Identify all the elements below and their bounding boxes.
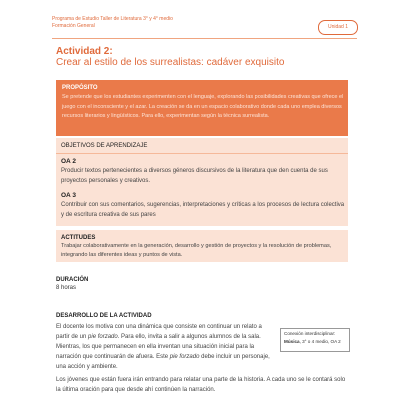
development-emphasis: pie forzado [169, 354, 200, 360]
development-paragraph: Los jóvenes que están fuera irán entrando para relatar una parte de la historia. A cada uno se le contará solo la última oración para que desde ahí continúen la narración. [56, 377, 346, 393]
objectives-section [56, 138, 348, 226]
objectives-heading: OBJETIVOS DE APRENDIZAJE [61, 143, 148, 149]
program-title: Programa de Estudio Taller de Literatura 3° y 4° medio [52, 16, 173, 22]
objective-code: OA 2 [61, 158, 76, 165]
duration-heading: DURACIÓN [56, 277, 89, 283]
page-header [0, 0, 400, 40]
unit-badge: Unidad 1 [318, 20, 358, 35]
objective-text: Producir textos pertenecientes a diversos géneros discursivos de la literatura que den cuenta de sus proyectos personales y creativos. [61, 168, 328, 184]
connection-detail: , 3° o 4 medio, OA 2 [299, 339, 341, 344]
development-text: El docente los motiva con una dinámica que consiste en continuar un relato a partir de un [56, 324, 262, 340]
objective-code: OA 3 [61, 192, 76, 199]
development-text: debe incluir un personaje, una acción y ambiente. [56, 354, 270, 370]
purpose-section [56, 80, 348, 136]
attitudes-section [56, 230, 348, 262]
development-paragraph [56, 322, 274, 372]
connection-subject: Música [284, 339, 300, 344]
activity-subtitle: Crear al estilo de los surrealistas: cadáver exquisito [56, 57, 285, 68]
connection-label: Conexión interdisciplinar: [284, 331, 336, 336]
purpose-heading: PROPÓSITO [62, 85, 98, 91]
purpose-text: Se pretende que los estudiantes experimenten con el lenguaje, explorando las posibilidades creativas que ofrece el juego con el inconsciente y el azar. La creación se da en un espacio colaborativo donde cada uno emplea diversos recursos literarios y lingüísticos. Para ello, experimentan según la técnica surrealista. [62, 94, 344, 119]
interdisciplinary-connection-box [280, 328, 350, 352]
header-divider [52, 38, 357, 39]
attitudes-heading: ACTITUDES [61, 235, 96, 241]
development-heading: DESARROLLO DE LA ACTIVIDAD [56, 313, 152, 319]
development-emphasis: pie forzado [88, 334, 118, 340]
activity-title: Actividad 2: [56, 46, 113, 57]
connection-value [284, 339, 341, 345]
attitudes-text: Trabajar colaborativamente en la generación, desarrollo y gestión de proyectos y la resolución de problemas, integrando las diferentes ideas y puntos de vista. [61, 243, 332, 258]
duration-value: 8 horas [56, 285, 77, 291]
development-text: . Para ello, invita a salir a algunos alumnos de la sala. Mientras, los que permanecen en ella inventan una situación inicial para la narración que continuarán de afuera. Este [56, 334, 261, 360]
program-subtitle: Formación General [52, 23, 95, 29]
objectives-divider [56, 153, 348, 154]
program-info [52, 16, 176, 36]
objective-text: Contribuir con sus comentarios, sugerencias, interpretaciones y críticas a los procesos de lectura colectiva y de escritura creativa de sus pares [61, 202, 345, 218]
